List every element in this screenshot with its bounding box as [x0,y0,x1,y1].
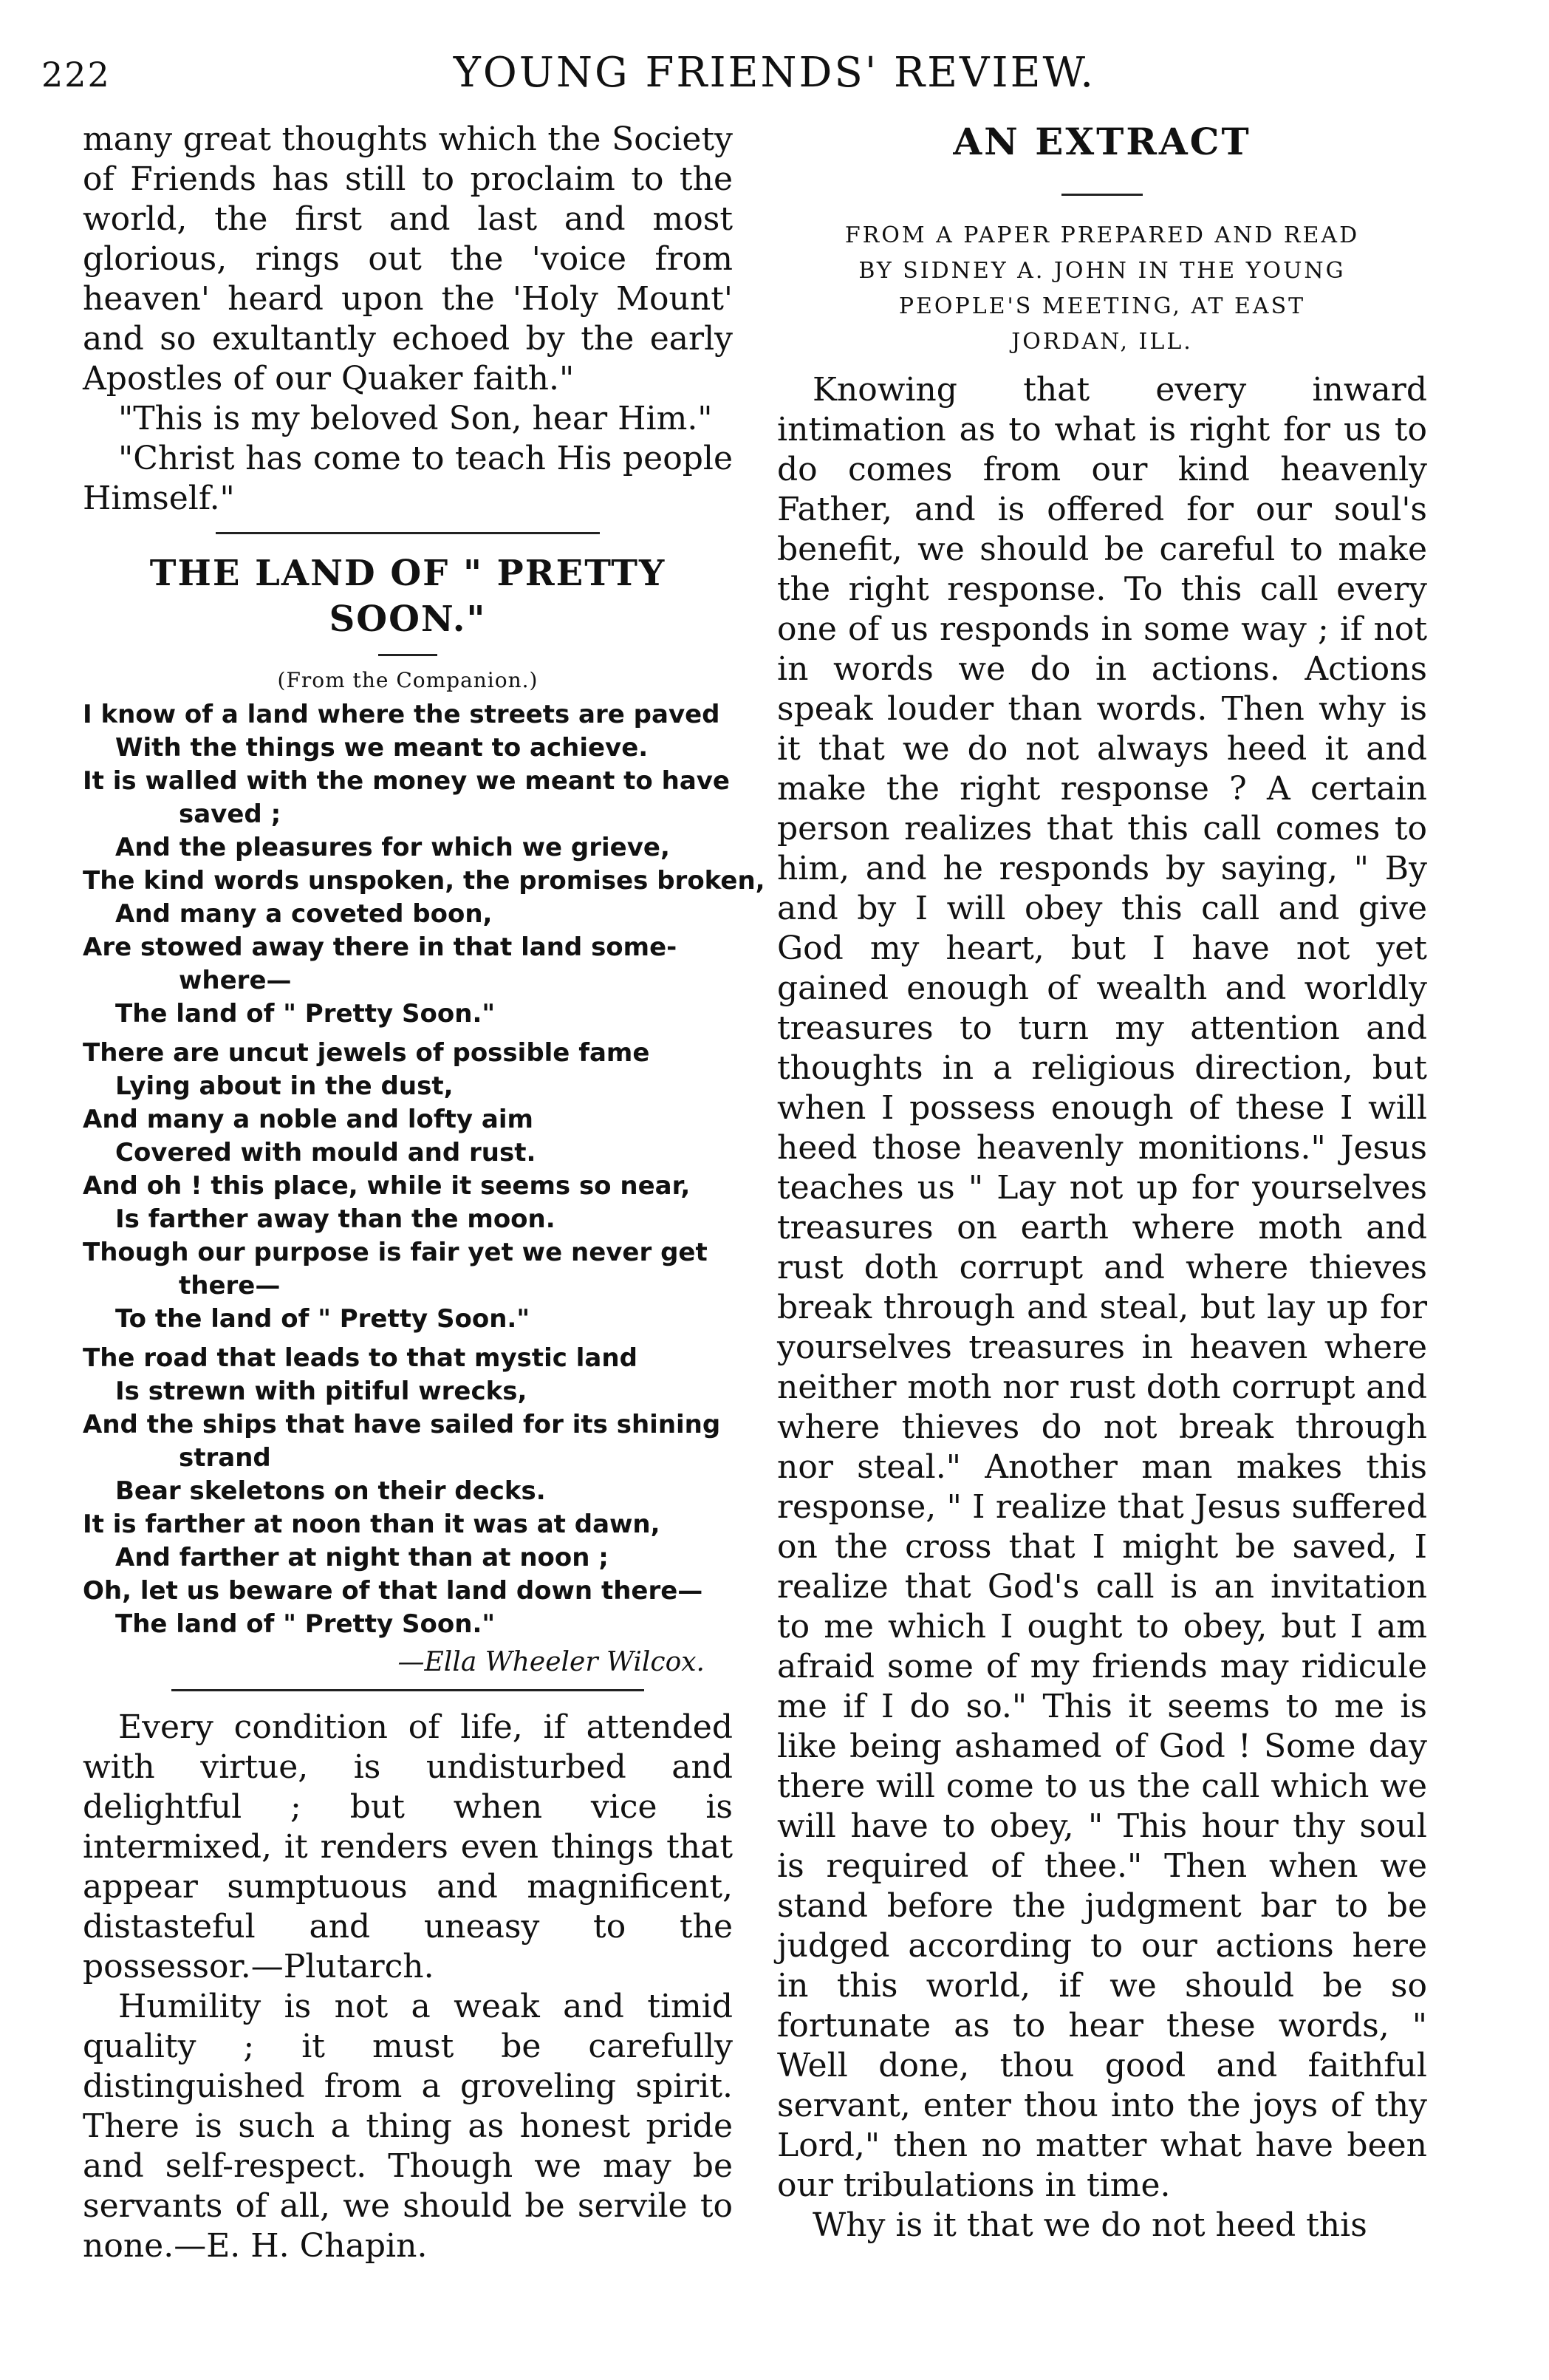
chapin-paragraph: Humility is not a weak and timid quality ; it must be carefully distinguished from a groveling spirit. There is such a thing as honest pride and self-respect. Though we may be servants of all, we should be servile to none.—E. H. Chapin. [83,1988,733,2265]
running-title: YOUNG FRIENDS' REVIEW. [453,49,1096,97]
intro-line: FROM A PAPER PREPARED AND READ [844,222,1360,248]
poem-attribution: —Ella Wheeler Wilcox. [397,1647,705,1677]
poem-line: There are uncut jewels of possible fame [83,1038,650,1068]
quotation-paragraph: "This is my beloved Son, hear Him." [118,400,713,437]
section-divider [216,532,600,534]
poem-line: where— [179,966,292,995]
poem-line: It is walled with the money we meant to have [83,766,730,796]
right-column [777,120,1427,2246]
quotation-paragraph: "Christ has come to teach His people Himself." [83,440,733,517]
poem-stanza [83,1037,733,1336]
poem-title: THE LAND OF " PRETTY SOON." [149,553,666,640]
poem-line: And the pleasures for which we grieve, [115,833,670,862]
poem-line: strand [179,1443,271,1473]
extract-paragraph: Knowing that every inward intimation as to what is right for us to do comes from our kind heavenly Father, and is offered for our soul's benefit, we should be careful to make the right response. To this call every one of us responds in some way ; if not in words we do in actions. Actions speak louder than words. Then why is it that we do not always heed it and make the right response ? A certain person realizes that this call comes to him, and he responds by saying, " By and by I will obey this call and give God my heart, but I have not yet gained enough of wealth and worldly treasures to turn my attention and thoughts in a religious direction, but when I possess enough of these I will heed those heavenly monitions." Jesus teaches us " Lay not up for yourselves treasures on earth where moth and rust doth corrupt and where thieves break through and steal, but lay up for yourselves treasures in heaven where neither moth nor rust doth corrupt and where thieves do not break through nor steal." Another man makes this response, " I realize that Jesus suffered on the cross that I might be saved, I realize that God's call is an invitation to me which I ought to obey, but I am afraid some of my friends may ridicule me if I do so." This it seems to me is like being ashamed of God ! Some day there will come to us the call which we will have to obey, " This hour thy soul is required of thee." Then when we stand before the judgment bar to be judged according to our actions here in this world, if we should be so fortunate as to hear these words, " Well done, thou good and faithful servant, enter thou into the joys of thy Lord," then no matter what have been our tribulations in time. [777,371,1427,2204]
poem-line: And many a noble and lofty aim [83,1105,533,1134]
poem-line: Is farther away than the moon. [115,1204,555,1234]
plutarch-paragraph: Every condition of life, if attended with virtue, is undisturbed and delightful ; but when vice is intermixed, it renders even things that appear sumptuous and magnificent, distasteful and uneasy to the possessor.—Plutarch. [83,1708,733,1985]
intro-line: PEOPLE'S MEETING, AT EAST [898,293,1306,319]
poem-line: The land of " Pretty Soon." [115,999,496,1029]
title-rule [378,654,437,656]
poem-line: Oh, let us beware of that land down there— [83,1576,703,1606]
title-rule [1061,194,1143,196]
extract-paragraph: Why is it that we do not heed this [813,2206,1367,2244]
poem-line: I know of a land where the streets are paved [83,700,720,729]
poem-source: (From the Companion.) [277,668,538,692]
left-column [83,120,765,2266]
poem-line: Lying about in the dust, [115,1071,454,1101]
poem-line: With the things we meant to achieve. [115,733,649,763]
poem-line: And oh ! this place, while it seems so near, [83,1171,691,1201]
poem-line: And the ships that have sailed for its shining [83,1410,721,1439]
intro-line: JORDAN, ILL. [1011,329,1193,355]
poem-line: Bear skeletons on their decks. [115,1476,546,1506]
intro-line: BY SIDNEY A. JOHN IN THE YOUNG [858,258,1346,284]
poem-line: It is farther at noon than it was at dawn, [83,1510,660,1539]
section-divider [171,1689,644,1691]
poem-line: And many a coveted boon, [115,899,493,929]
poem-line: The road that leads to that mystic land [83,1343,637,1373]
poem-line: Covered with mould and rust. [115,1138,536,1167]
poem-line: The land of " Pretty Soon." [115,1609,496,1639]
extract-intro [777,218,1427,360]
poem-stanza [83,1342,733,1641]
poem-line: The kind words unspoken, the promises broken, [83,866,765,896]
page-number: 222 [41,55,111,95]
poem-body [83,698,765,1641]
poem-stanza [83,698,765,1031]
continued-paragraph: many great thoughts which the Society of Friends has still to proclaim to the world, the first and last and most glorious, rings out the 'voice from heaven' heard upon the 'Holy Mount' and so exultantly echoed by the early Apostles of our Quaker faith." [83,120,733,398]
poem-line: To the land of " Pretty Soon." [115,1304,530,1334]
extract-title: AN EXTRACT [953,120,1251,163]
poem-line: And farther at night than at noon ; [115,1543,609,1572]
poem-line: there— [179,1271,281,1300]
poem-line: saved ; [179,799,281,829]
poem-line: Though our purpose is fair yet we never get [83,1238,708,1267]
poem-line: Is strewn with pitiful wrecks, [115,1377,527,1406]
poem-line: Are stowed away there in that land some- [83,932,677,962]
